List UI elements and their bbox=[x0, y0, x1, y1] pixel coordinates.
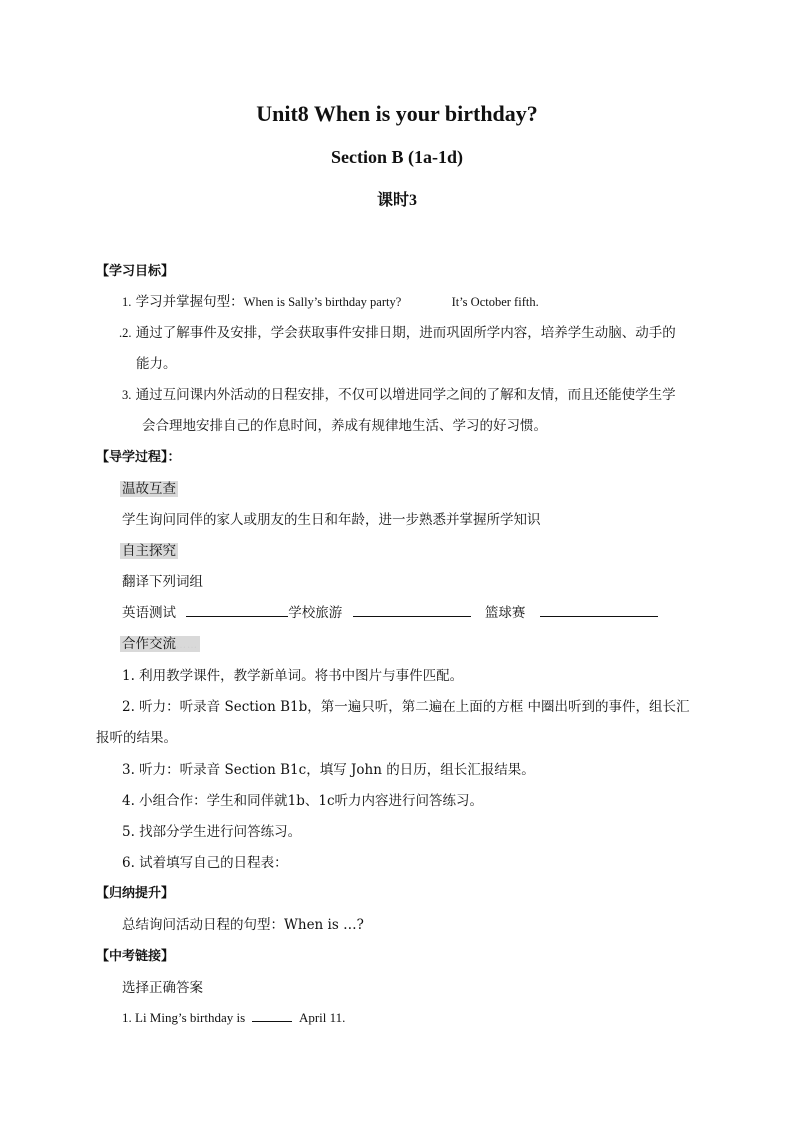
section-subtitle: Section B (1a-1d) bbox=[331, 147, 463, 167]
step-3: 3. 听力：听录音 Section B1c，填写 John 的日历，组长汇报结果。 bbox=[122, 762, 535, 778]
objective-1-answer: It’s October fifth. bbox=[451, 295, 539, 309]
objective-3-line-2: 会合理地安排自己的作息时间，养成有规律地生活、学习的好习惯。 bbox=[142, 418, 547, 434]
step-1: 1. 利用教学课件，教学新单词。将书中图片与事件匹配。 bbox=[122, 668, 464, 684]
lesson-label: 课时3 bbox=[376, 192, 417, 209]
coop-label-words: 合作交流 bbox=[122, 636, 176, 652]
review-text: 学生询问同伴的家人或朋友的生日和年龄，进一步熟悉并掌握所学知识 bbox=[122, 512, 541, 528]
explore-label-text: 自主探究 bbox=[122, 543, 176, 559]
translate-label: 翻译下列词组 bbox=[122, 574, 203, 590]
phrase-english-test: 英语测试 bbox=[122, 605, 176, 621]
objectives-heading: 【学习目标】 bbox=[96, 264, 175, 279]
objective-2-line-2: 能力。 bbox=[136, 356, 177, 372]
objective-1-number: 1. bbox=[122, 295, 132, 309]
objective-3-line-1 bbox=[122, 383, 676, 403]
exam-heading: 【中考链接】 bbox=[96, 949, 175, 964]
phrase-row bbox=[122, 601, 658, 621]
blank-basketball-game[interactable] bbox=[540, 602, 658, 617]
phrase-school-trip: 学校旅游 bbox=[288, 605, 343, 621]
exam-question-1-post: April 11. bbox=[298, 1010, 346, 1025]
blank-english-test[interactable] bbox=[186, 602, 288, 617]
coop-label-dots: …… bbox=[176, 640, 198, 651]
summary-text: 总结询问活动日程的句型：When is …? bbox=[122, 917, 364, 933]
objective-1-text: 学习并掌握句型： bbox=[135, 294, 244, 310]
document-title: Unit8 When is your birthday? bbox=[256, 101, 538, 126]
phrase-basketball-game: 篮球赛 bbox=[484, 605, 526, 621]
exam-question-1-pre: 1. Li Ming’s birthday is bbox=[122, 1010, 246, 1025]
exam-instruction: 选择正确答案 bbox=[122, 980, 203, 996]
summary-heading: 【归纳提升】 bbox=[96, 886, 175, 901]
objective-2-number: .2. bbox=[119, 326, 132, 340]
blank-school-trip[interactable] bbox=[353, 602, 471, 617]
step-2-line-2: 报听的结果。 bbox=[96, 730, 177, 746]
exam-question-1 bbox=[122, 1007, 345, 1026]
step-6: 6. 试着填写自己的日程表： bbox=[122, 855, 288, 871]
process-heading: 【导学过程】： bbox=[96, 450, 181, 465]
review-label-text: 温故互查 bbox=[122, 481, 176, 497]
step-2-line-1: 2. 听力：听录音 Section B1b，第一遍只听，第二遍在上面的方框 中圈出听到的事件，组长汇 bbox=[122, 699, 690, 715]
coop-label-text bbox=[120, 636, 200, 652]
objective-2-line-1 bbox=[119, 321, 676, 341]
review-label bbox=[120, 477, 178, 497]
step-4: 4. 小组合作：学生和同伴就1b、1c听力内容进行问答练习。 bbox=[122, 793, 484, 809]
objective-1 bbox=[122, 290, 539, 310]
coop-label bbox=[120, 632, 200, 652]
exam-question-1-blank[interactable] bbox=[252, 1007, 292, 1022]
objective-3-number: 3. bbox=[122, 388, 132, 402]
step-5: 5. 找部分学生进行问答练习。 bbox=[122, 824, 302, 840]
explore-label bbox=[120, 539, 178, 559]
objective-1-question: When is Sally’s birthday party? bbox=[243, 295, 402, 309]
objective-2-text: 通过了解事件及安排，学会获取事件安排日期，进而巩固所学内容，培养学生动脑、动手的 bbox=[135, 325, 676, 341]
objective-3-text: 通过互问课内外活动的日程安排，不仅可以增进同学之间的了解和友情，而且还能使学生学 bbox=[135, 387, 676, 403]
